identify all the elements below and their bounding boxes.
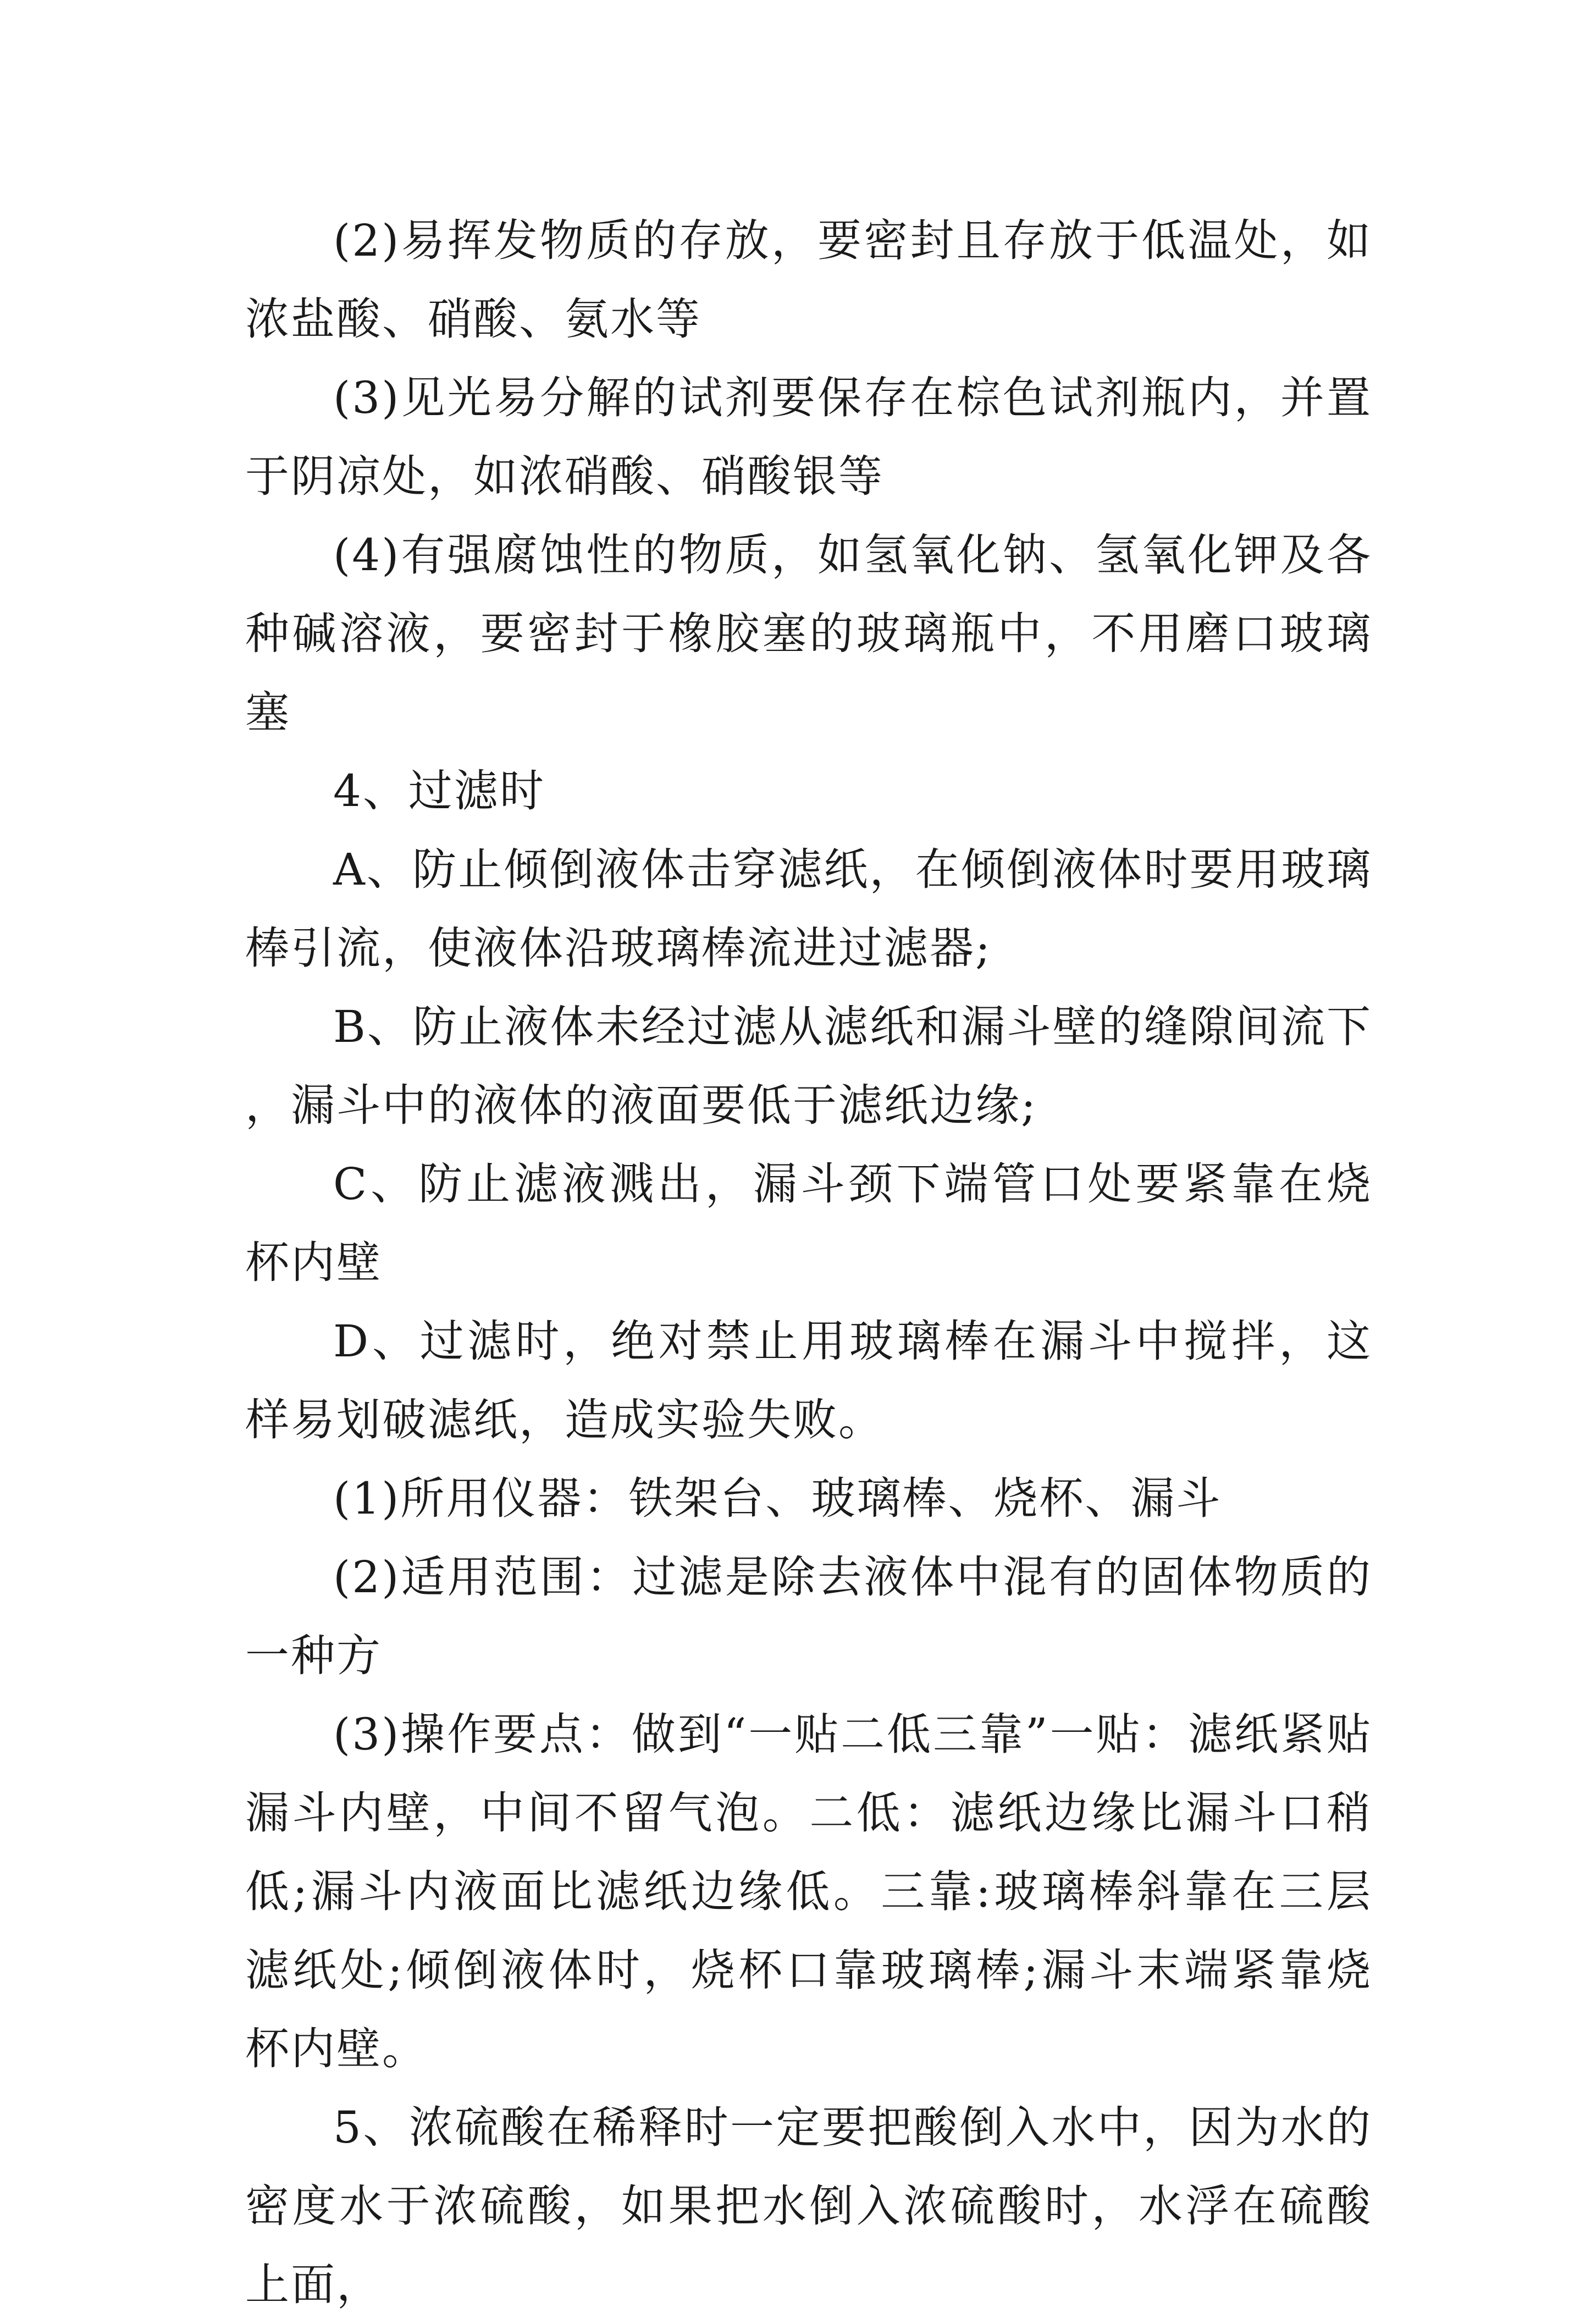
paragraph-filtration-a: A、防止倾倒液体击穿滤纸，在倾倒液体时要用玻璃棒引流，使液体沿玻璃棒流进过滤器; <box>245 844 1372 974</box>
paragraph-storage-light-sensitive: (3)见光易分解的试剂要保存在棕色试剂瓶内，并置于阴凉处，如浓硝酸、硝酸银等 <box>245 372 1372 502</box>
paragraph-storage-volatile: (2)易挥发物质的存放，要密封且存放于低温处，如浓盐酸、硝酸、氨水等 <box>245 215 1372 345</box>
paragraph-filtration-scope: (2)适用范围：过滤是除去液体中混有的固体物质的一种方 <box>245 1552 1372 1681</box>
document-body <box>245 201 1372 2324</box>
paragraph-filtration-d: D、过滤时，绝对禁止用玻璃棒在漏斗中搅拌，这样易划破滤纸，造成实验失败。 <box>245 1316 1372 1445</box>
paragraph-filtration-key-points: (3)操作要点：做到“一贴二低三靠”一贴：滤纸紧贴漏斗内壁，中间不留气泡。二低：滤纸边缘比漏斗口稍低;漏斗内液面比滤纸边缘低。三靠:玻璃棒斜靠在三层滤纸处;倾倒液体时，烧杯口靠玻璃棒;漏斗末端紧靠烧杯内壁。 <box>245 1709 1372 2074</box>
paragraph-filtration-instruments: (1)所用仪器：铁架台、玻璃棒、烧杯、漏斗 <box>333 1473 1222 1524</box>
paragraph-filtration-c: C、防止滤液溅出，漏斗颈下端管口处要紧靠在烧杯内壁 <box>245 1158 1372 1288</box>
paragraph-filtration-b: B、防止液体未经过滤从滤纸和漏斗壁的缝隙间流下，漏斗中的液体的液面要低于滤纸边缘; <box>245 1001 1372 1131</box>
paragraph-sulfuric-acid-dilution: 5、浓硫酸在稀释时一定要把酸倒入水中，因为水的密度水于浓硫酸，如果把水倒入浓硫酸时，水浮在硫酸上面， <box>245 2102 1372 2310</box>
section-heading-filtration: 4、过滤时 <box>333 765 545 816</box>
paragraph-storage-corrosive: (4)有强腐蚀性的物质，如氢氧化钠、氢氧化钾及各种碱溶液，要密封于橡胶塞的玻璃瓶中，不用磨口玻璃塞 <box>245 529 1372 738</box>
